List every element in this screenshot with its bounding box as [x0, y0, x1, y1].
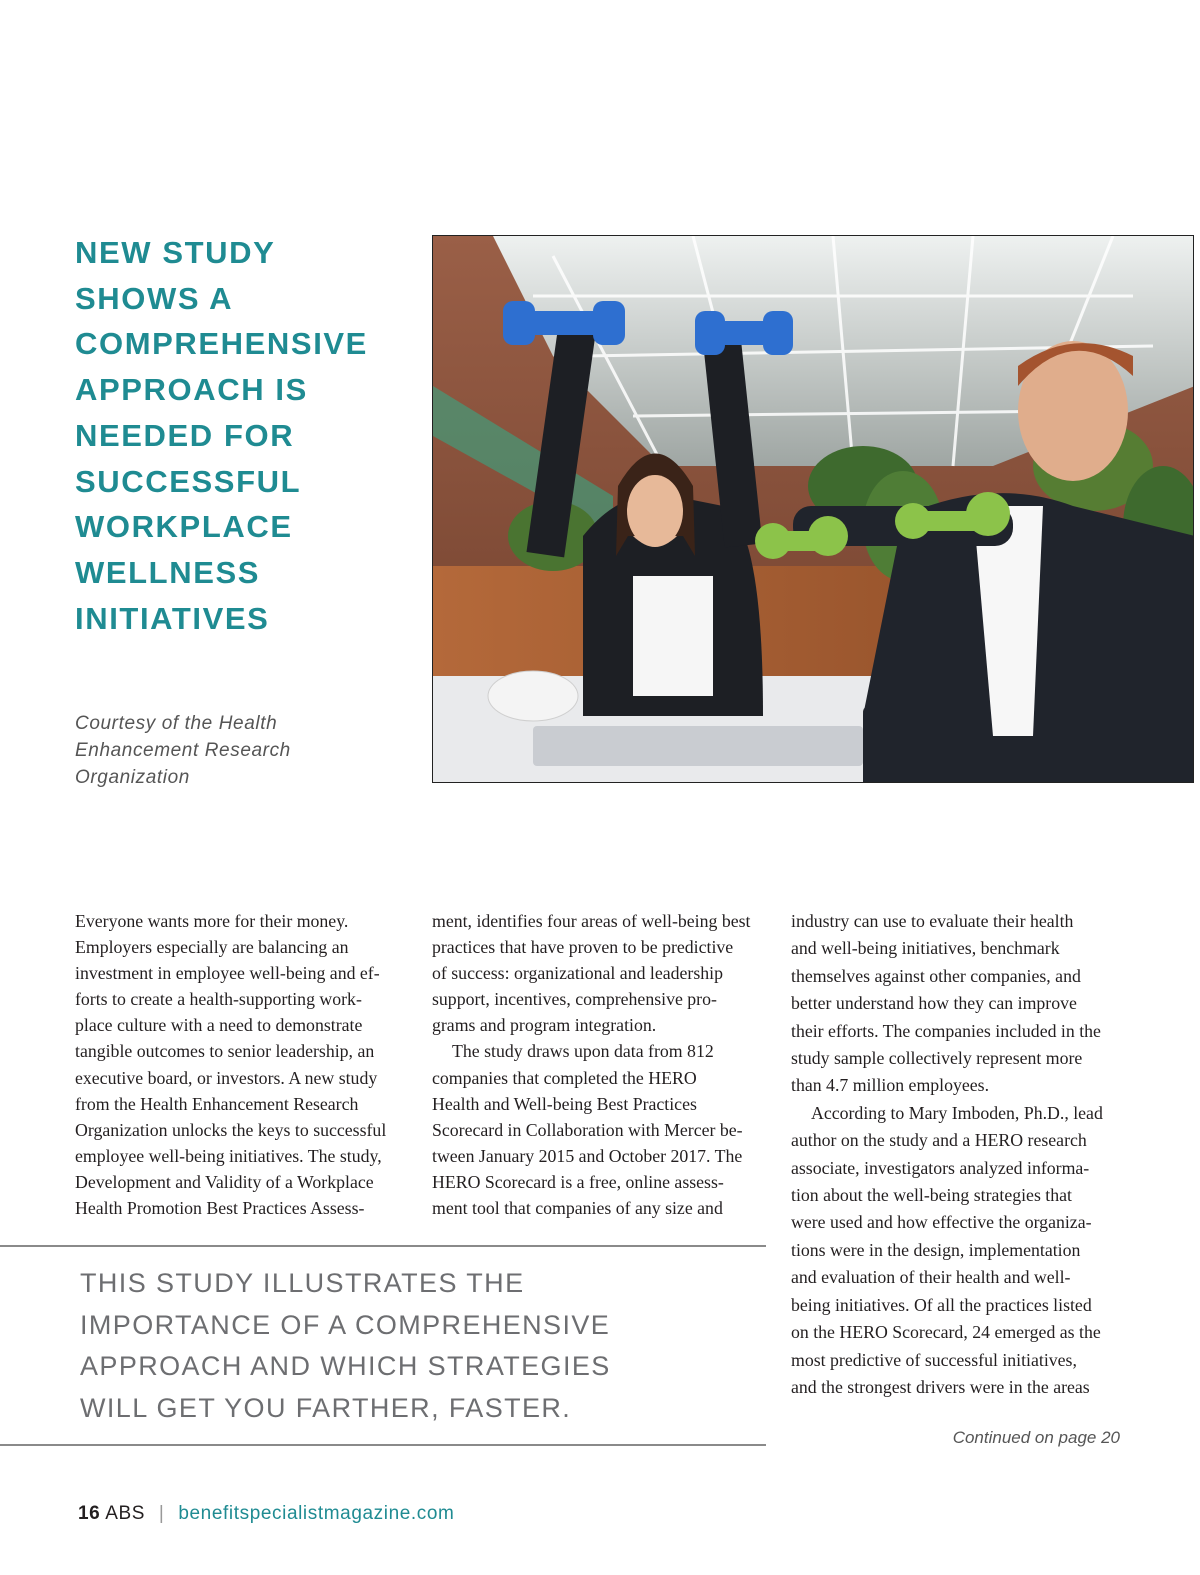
- body-line: According to Mary Imboden, Ph.D., lead: [811, 1102, 1103, 1123]
- continued-note: Continued on page 20: [952, 1428, 1120, 1447]
- credit-line: Courtesy of the Health: [75, 713, 278, 734]
- body-line: than 4.7 million employees.: [791, 1075, 990, 1096]
- body-line: practices that have proven to be predictive: [432, 937, 734, 958]
- body-line: and evaluation of their health and well-: [791, 1267, 1071, 1288]
- pullquote-line: THIS STUDY ILLUSTRATES THE: [80, 1268, 525, 1298]
- headline-line: SUCCESSFUL: [75, 463, 302, 499]
- body-line: employee well-being initiatives. The study,: [75, 1145, 382, 1166]
- body-line: tion about the well-being strategies that: [791, 1185, 1072, 1206]
- article-headline: [75, 230, 405, 641]
- body-line: and well-being initiatives, benchmark: [791, 938, 1060, 959]
- body-line: themselves against other companies, and: [791, 965, 1081, 986]
- pullquote: [80, 1263, 760, 1430]
- body-line: tions were in the design, implementation: [791, 1239, 1081, 1260]
- body-line: companies that completed the HERO: [432, 1067, 697, 1088]
- body-line: investment in employee well-being and ef-: [75, 963, 380, 984]
- coffee-cup-left: [488, 671, 578, 721]
- pullquote-line: IMPORTANCE OF A COMPREHENSIVE: [80, 1309, 611, 1340]
- pullquote-line: APPROACH AND WHICH STRATEGIES: [80, 1351, 611, 1382]
- body-line: Organization unlocks the keys to successful: [75, 1119, 387, 1140]
- body-line: better understand how they can improve: [791, 993, 1077, 1014]
- pullquote-rule-bottom: [0, 1444, 766, 1446]
- body-line: ment, identifies four areas of well-being best: [432, 911, 751, 931]
- body-line: Scorecard in Collaboration with Mercer be-: [432, 1119, 743, 1140]
- laptop: [533, 726, 863, 766]
- body-line: Development and Validity of a Workplace: [75, 1171, 374, 1192]
- body-line: Health Promotion Best Practices Assess-: [75, 1198, 365, 1219]
- website-url[interactable]: benefitspecialistmagazine.com: [178, 1503, 455, 1524]
- body-column-2: [432, 908, 767, 1221]
- article-credit: [75, 710, 375, 791]
- body-line: of success: organizational and leadership: [432, 963, 723, 984]
- page-number: 16: [78, 1503, 101, 1524]
- body-line: on the HERO Scorecard, 24 emerged as the: [791, 1322, 1101, 1343]
- article-photo: [432, 235, 1194, 783]
- body-line: The study draws upon data from 812: [452, 1041, 714, 1062]
- body-line: from the Health Enhancement Research: [75, 1093, 359, 1114]
- office-exercise-illustration: [433, 236, 1194, 783]
- body-line: grams and program integration.: [432, 1015, 657, 1036]
- headline-line: WELLNESS: [75, 554, 261, 590]
- headline-line: NEEDED FOR: [75, 417, 295, 453]
- body-line: their efforts. The companies included in the: [791, 1020, 1101, 1041]
- body-line: support, incentives, comprehensive pro-: [432, 989, 717, 1010]
- body-line: executive board, or investors. A new study: [75, 1067, 378, 1088]
- body-line: Everyone wants more for their money.: [75, 911, 349, 931]
- body-line: forts to create a health-supporting work-: [75, 989, 362, 1010]
- pullquote-line: WILL GET YOU FARTHER, FASTER.: [80, 1393, 572, 1424]
- footer-separator: |: [158, 1503, 165, 1524]
- headline-line: NEW STUDY: [75, 235, 276, 270]
- credit-line: Organization: [75, 767, 190, 788]
- body-line: and the strongest drivers were in the areas: [791, 1376, 1090, 1397]
- headline-line: COMPREHENSIVE: [75, 326, 368, 362]
- credit-line: Enhancement Research: [75, 740, 291, 761]
- page-footer: [78, 1503, 455, 1525]
- publication-name: ABS: [105, 1503, 146, 1524]
- body-line: most predictive of successful initiatives,: [791, 1349, 1077, 1370]
- body-line: being initiatives. Of all the practices listed: [791, 1294, 1092, 1315]
- body-line: tween January 2015 and October 2017. The: [432, 1145, 743, 1166]
- body-line: industry can use to evaluate their health: [791, 911, 1074, 931]
- body-line: author on the study and a HERO research: [791, 1130, 1087, 1151]
- body-line: tangible outcomes to senior leadership, an: [75, 1041, 375, 1062]
- headline-line: WORKPLACE: [75, 509, 293, 545]
- body-line: Health and Well-being Best Practices: [432, 1093, 697, 1114]
- body-column-1: [75, 908, 410, 1221]
- body-line: place culture with a need to demonstrate: [75, 1015, 363, 1036]
- pullquote-rule-top: [0, 1245, 766, 1247]
- body-line: were used and how effective the organiza-: [791, 1212, 1092, 1233]
- body-column-3: [791, 908, 1126, 1401]
- body-line: ment tool that companies of any size and: [432, 1198, 723, 1219]
- headline-line: SHOWS A: [75, 280, 234, 316]
- body-line: associate, investigators analyzed informa-: [791, 1157, 1090, 1178]
- body-line: study sample collectively represent more: [791, 1048, 1083, 1069]
- body-line: HERO Scorecard is a free, online assess-: [432, 1171, 724, 1192]
- headline-line: APPROACH IS: [75, 372, 308, 408]
- body-line: Employers especially are balancing an: [75, 937, 349, 958]
- headline-line: INITIATIVES: [75, 600, 270, 636]
